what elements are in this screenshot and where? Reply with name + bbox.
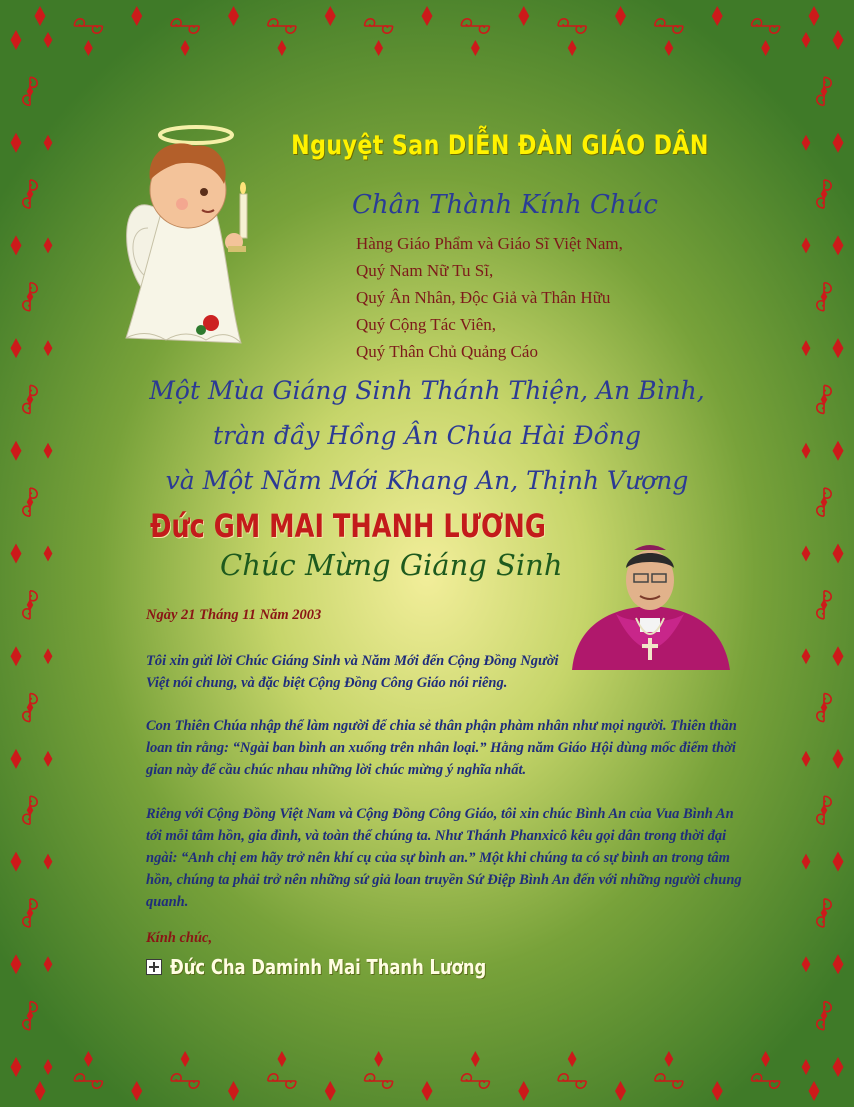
merry-christmas-heading: Chúc Mừng Giáng Sinh — [220, 548, 563, 582]
recipient-item: Quý Ân Nhân, Độc Giả và Thân Hữu — [356, 288, 611, 307]
border-scroll — [268, 19, 296, 33]
border-diamond — [11, 544, 22, 564]
border-diamond — [44, 1059, 53, 1075]
border-diamond — [44, 854, 53, 870]
border-diamond — [374, 40, 383, 56]
border-scroll — [461, 19, 489, 33]
cross-box-icon — [146, 959, 162, 975]
border-diamond — [44, 32, 53, 48]
border-diamond — [833, 235, 844, 255]
border-diamond — [35, 6, 46, 26]
border-scroll — [752, 1074, 780, 1088]
border-scroll — [655, 1074, 683, 1088]
border-diamond — [325, 6, 336, 26]
border-diamond — [712, 1081, 723, 1101]
border-diamond — [802, 956, 811, 972]
border-diamond — [44, 546, 53, 562]
border-diamond — [802, 854, 811, 870]
border-diamond — [833, 852, 844, 872]
border-diamond — [833, 338, 844, 358]
border-diamond — [568, 1051, 577, 1067]
border-diamond — [44, 648, 53, 664]
wish-line: và Một Năm Mới Khang An, Thịnh Vượng — [165, 466, 689, 495]
border-diamond — [44, 443, 53, 459]
border-scroll — [171, 1074, 199, 1088]
border-scroll — [365, 19, 393, 33]
letter-paragraph: Con Thiên Chúa nhập thể làm người để chia sẻ thân phận phàm nhân như mọi người. Thiên thần loan tin rằng: “Ngài ban bình an xuống trên nhân loại.” Hằng năm Giáo Hội dùng mốc điểm thời gian này để cầu chúc nhau những lời chúc mừng ý nghĩa nhất. — [146, 718, 737, 778]
border-diamond — [568, 40, 577, 56]
border-diamond — [44, 956, 53, 972]
border-diamond — [802, 1059, 811, 1075]
border-diamond — [11, 30, 22, 50]
recipient-item: Quý Cộng Tác Viên, — [356, 315, 497, 334]
border-diamond — [664, 40, 673, 56]
border-diamond — [11, 954, 22, 974]
border-diamond — [802, 443, 811, 459]
border-diamond — [11, 646, 22, 666]
border-diamond — [44, 135, 53, 151]
bishop-photo — [566, 538, 734, 676]
border-diamond — [802, 135, 811, 151]
border-diamond — [131, 6, 142, 26]
border-diamond — [84, 40, 93, 56]
border-scroll — [461, 1074, 489, 1088]
border-diamond — [44, 340, 53, 356]
border-diamond — [664, 1051, 673, 1067]
border-scroll — [171, 19, 199, 33]
border-diamond — [833, 544, 844, 564]
border-diamond — [44, 751, 53, 767]
letter-closing: Kính chúc, — [146, 930, 213, 946]
border-diamond — [11, 235, 22, 255]
border-diamond — [761, 1051, 770, 1067]
border-diamond — [228, 1081, 239, 1101]
border-diamond — [833, 749, 844, 769]
letter-paragraph: Tôi xin gửi lời Chúc Giáng Sinh và Năm Mới đến Cộng Đồng Người Việt nói chung, và đặc biệt Cộng Đồng Công Giáo nói riêng. — [146, 653, 559, 691]
border-diamond — [11, 133, 22, 153]
border-diamond — [518, 1081, 529, 1101]
border-diamond — [422, 6, 433, 26]
border-diamond — [833, 954, 844, 974]
border-diamond — [277, 40, 286, 56]
border-diamond — [471, 1051, 480, 1067]
border-diamond — [374, 1051, 383, 1067]
border-diamond — [471, 40, 480, 56]
border-diamond — [615, 6, 626, 26]
recipient-item: Quý Nam Nữ Tu Sĩ, — [356, 261, 494, 280]
border-diamond — [11, 338, 22, 358]
border-scroll — [365, 1074, 393, 1088]
border-diamond — [11, 749, 22, 769]
border-diamond — [761, 40, 770, 56]
border-diamond — [833, 441, 844, 461]
border-diamond — [422, 1081, 433, 1101]
border-diamond — [11, 852, 22, 872]
angel-illustration — [116, 118, 266, 358]
border-diamond — [802, 751, 811, 767]
letter-date: Ngày 21 Tháng 11 Năm 2003 — [146, 607, 322, 623]
border-diamond — [802, 340, 811, 356]
border-diamond — [44, 237, 53, 253]
border-scroll — [752, 19, 780, 33]
border-diamond — [11, 441, 22, 461]
border-scroll — [268, 1074, 296, 1088]
border-diamond — [802, 546, 811, 562]
letter-paragraph: Riêng với Cộng Đồng Việt Nam và Cộng Đồng Công Giáo, tôi xin chúc Bình An của Vua Bình An tới mỗi tâm hồn, gia đình, và toàn thể chúng ta. Như Thánh Phanxicô kêu gọi dân trong thời đại ngài: “Anh chị em hãy trở nên khí cụ của sự bình an.” Một khi chúng ta có sự bình an trong tâm hồn, chúng ta phải trở nên những sứ giả loan truyền Sứ Điệp Bình An đến với những người chung quanh. — [146, 806, 742, 910]
border-scroll — [655, 19, 683, 33]
border-diamond — [181, 1051, 190, 1067]
border-diamond — [518, 6, 529, 26]
border-diamond — [131, 1081, 142, 1101]
magazine-title: Nguyệt San DIỄN ĐÀN GIÁO DÂN — [291, 130, 709, 161]
border-diamond — [181, 40, 190, 56]
border-diamond — [802, 237, 811, 253]
border-diamond — [809, 6, 820, 26]
border-diamond — [35, 1081, 46, 1101]
greeting-heading: Chân Thành Kính Chúc — [352, 190, 658, 220]
border-diamond — [833, 1057, 844, 1077]
border-diamond — [833, 30, 844, 50]
recipient-list — [356, 230, 623, 365]
border-scroll — [74, 19, 102, 33]
christmas-wish — [60, 368, 794, 503]
recipient-item: Quý Thân Chủ Quảng Cáo — [356, 342, 538, 361]
border-diamond — [712, 6, 723, 26]
border-diamond — [833, 646, 844, 666]
wish-line: tràn đầy Hồng Ân Chúa Hài Đồng — [212, 421, 641, 450]
signature-name: Đức Cha Daminh Mai Thanh Lương — [170, 955, 487, 979]
border-diamond — [84, 1051, 93, 1067]
border-diamond — [615, 1081, 626, 1101]
sender-title: Đức GM MAI THANH LƯƠNG — [150, 507, 546, 545]
signature-line — [146, 955, 556, 979]
border-scroll — [558, 1074, 586, 1088]
border-diamond — [833, 133, 844, 153]
border-diamond — [11, 1057, 22, 1077]
border-diamond — [277, 1051, 286, 1067]
border-diamond — [802, 32, 811, 48]
wish-line: Một Mùa Giáng Sinh Thánh Thiện, An Bình, — [149, 376, 705, 405]
border-scroll — [74, 1074, 102, 1088]
border-diamond — [802, 648, 811, 664]
border-scroll — [558, 19, 586, 33]
recipient-item: Hàng Giáo Phẩm và Giáo Sĩ Việt Nam, — [356, 234, 623, 253]
border-diamond — [325, 1081, 336, 1101]
border-diamond — [228, 6, 239, 26]
border-diamond — [809, 1081, 820, 1101]
